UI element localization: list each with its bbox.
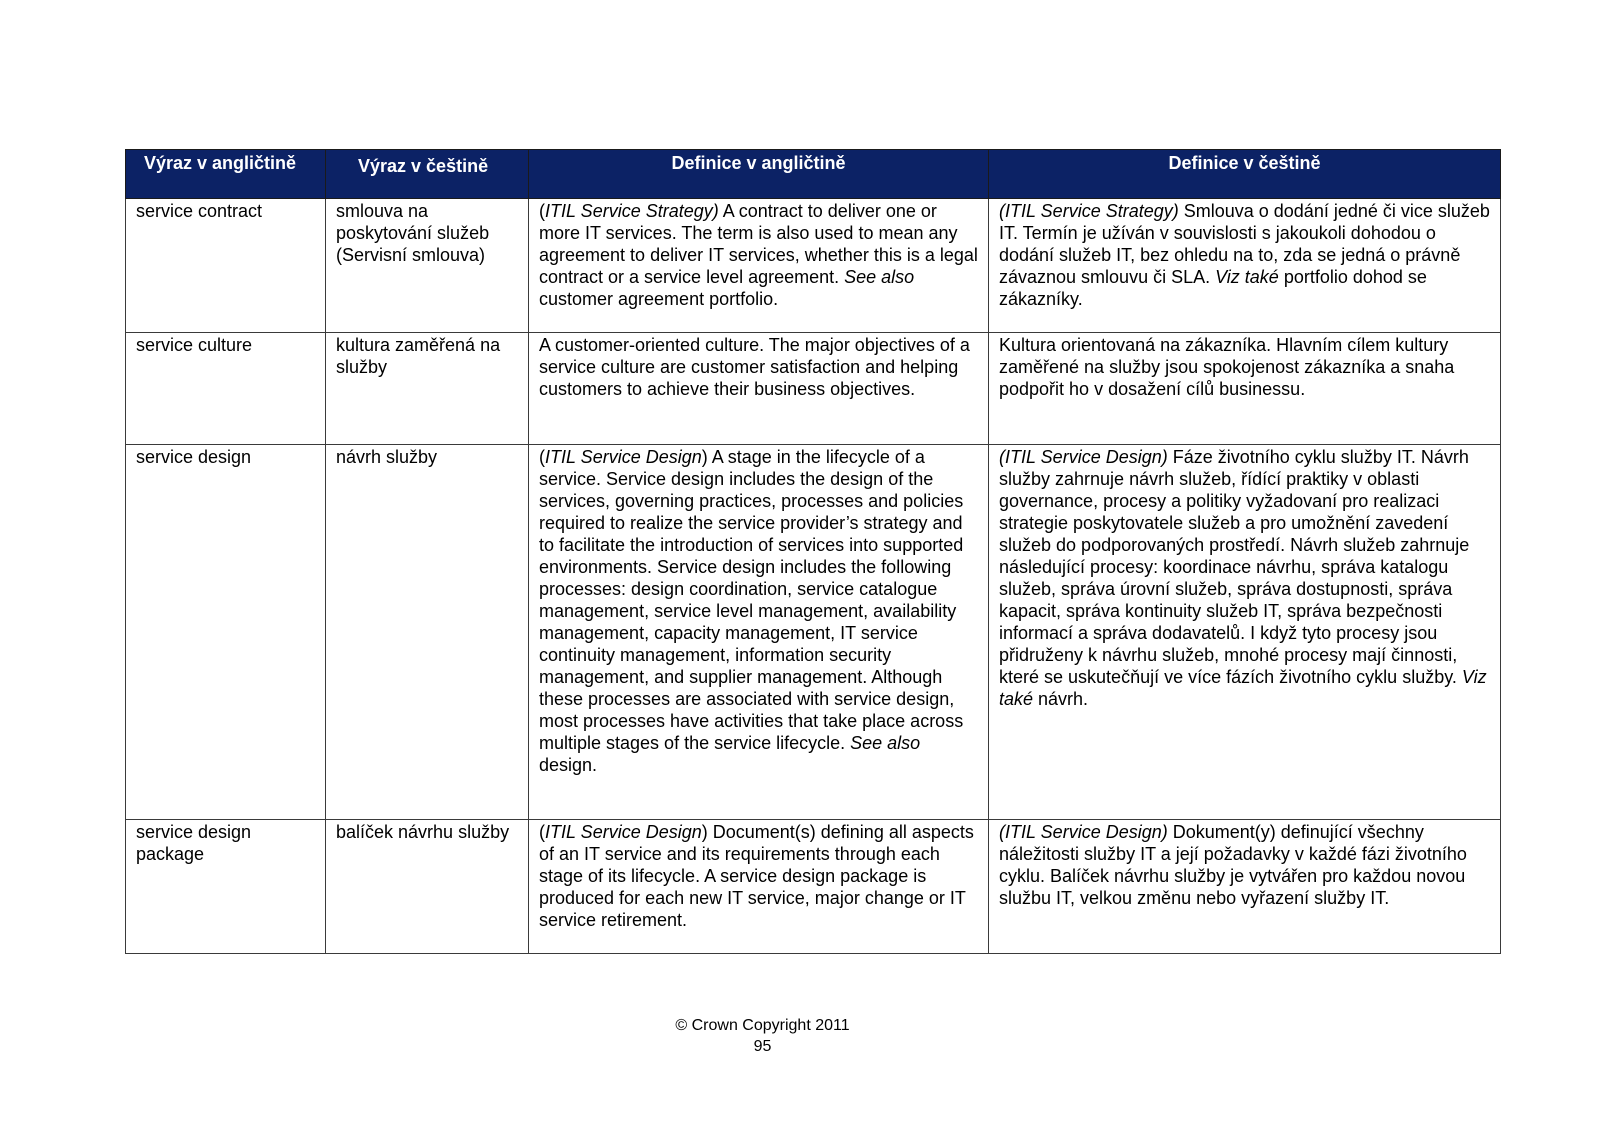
definition-english: [529, 820, 989, 954]
term-czech: smlouva na poskytování služeb (Servisní smlouva): [326, 199, 529, 333]
term-english: service design: [126, 445, 326, 820]
definition-see-also: Viz také: [999, 667, 1487, 709]
page-number: 95: [753, 1038, 772, 1055]
definition-czech: [989, 333, 1501, 445]
header-definition-czech: Definice v češtině: [989, 150, 1501, 199]
copyright-notice: © Crown Copyright 2011: [675, 1017, 850, 1034]
table-row: [126, 333, 1501, 445]
header-definition-english: Definice v angličtině: [529, 150, 989, 199]
definition-scope: ITIL Service Design: [545, 447, 702, 467]
definition-see-also: Viz také: [1215, 267, 1279, 287]
definition-scope: ITIL Service Strategy): [545, 201, 719, 221]
definition-body: A customer-oriented culture. The major objectives of a service culture are customer satisfaction and helping customers to achieve their business objectives.: [539, 335, 970, 399]
definition-english: [529, 333, 989, 445]
definition-scope: (ITIL Service Strategy): [999, 201, 1179, 221]
definition-english: [529, 445, 989, 820]
definition-see-also-target: customer agreement portfolio.: [539, 289, 779, 309]
definition-czech: [989, 199, 1501, 333]
term-english: service culture: [126, 333, 326, 445]
definition-prefix: (: [539, 447, 545, 467]
definition-scope: ITIL Service Design: [545, 822, 702, 842]
term-czech: balíček návrhu služby: [326, 820, 529, 954]
term-english: service contract: [126, 199, 326, 333]
definition-see-also: See also: [844, 267, 915, 287]
definition-czech: [989, 820, 1501, 954]
definition-body: Smlouva o dodání jedné či vice služeb IT. Termín je užíván v souvislosti s jakoukoli dohodou o dodání služeb IT, bez ohledu na to, zda se jedná o právně závaznou smlouvu či SLA.: [999, 201, 1490, 287]
definition-see-also-target: portfolio dohod se zákazníky.: [999, 267, 1427, 309]
term-czech: kultura zaměřená na služby: [326, 333, 529, 445]
definition-body: Dokument(y) definující všechny náležitosti služby IT a její požadavky v každé fázi životního cyklu. Balíček návrhu služby je vytvářen pro každou novou službu IT, velkou změnu nebo vyřazení služby IT.: [999, 822, 1467, 908]
header-term-czech: Výraz v češtině: [326, 150, 529, 199]
term-english: service design package: [126, 820, 326, 954]
table-header-row: [126, 150, 1501, 199]
table-row: [126, 445, 1501, 820]
definition-english: [529, 199, 989, 333]
definition-body: ) Document(s) defining all aspects of an IT service and its requirements through each stage of its lifecycle. A service design package is produced for each new IT service, major change or IT service retirement.: [539, 822, 974, 930]
definition-prefix: (: [539, 822, 545, 842]
definition-czech: [989, 445, 1501, 820]
definition-see-also-target: design.: [539, 755, 598, 775]
glossary-table: [125, 149, 1501, 954]
header-term-english: Výraz v angličtině: [126, 150, 326, 199]
page-footer: [0, 1015, 1525, 1057]
definition-see-also: See also: [850, 733, 921, 753]
definition-body: A contract to deliver one or more IT services. The term is also used to mean any agreement to deliver IT services, whether this is a legal contract or a service level agreement.: [539, 201, 978, 287]
definition-prefix: (: [539, 201, 545, 221]
definition-scope: (ITIL Service Design): [999, 822, 1168, 842]
term-czech: návrh služby: [326, 445, 529, 820]
table-row: [126, 199, 1501, 333]
definition-scope: (ITIL Service Design): [999, 447, 1168, 467]
table-row: [126, 820, 1501, 954]
definition-body: ) A stage in the lifecycle of a service. Service design includes the design of the services, governing practices, processes and policies required to realize the service provider’s strategy and to facilitate the introduction of services into supported environments. Service design includes the following processes: design coordination, service catalogue management, service level management, availability management, capacity management, IT service continuity management, information security management, and supplier management. Although these processes are associated with service design, most processes have activities that take place across multiple stages of the service lifecycle.: [539, 447, 964, 753]
definition-see-also-target: návrh.: [1033, 689, 1089, 709]
definition-body: Kultura orientovaná na zákazníka. Hlavním cílem kultury zaměřené na služby jsou spokojenost zákazníka a snaha podpořit ho v dosažení cílů businessu.: [999, 335, 1455, 399]
definition-body: Fáze životního cyklu služby IT. Návrh služby zahrnuje návrh služeb, řídící praktiky v oblasti governance, procesy a politiky vyžadovaní pro realizaci strategie poskytovatele služeb a pro umožnění zavedení služeb do podporovaných prostředí. Návrh služeb zahrnuje následující procesy: koordinace návrhu, správa katalogu služeb, správa úrovní služeb, správa dostupnosti, správa kapacit, správa kontinuity služeb IT, správa bezpečnosti informací a správa dodavatelů. I když tyto procesy jsou přidruženy k návrhu služeb, mnohé procesy mají činnosti, které se uskutečňují ve více fázích životního cyklu služby.: [999, 447, 1470, 687]
